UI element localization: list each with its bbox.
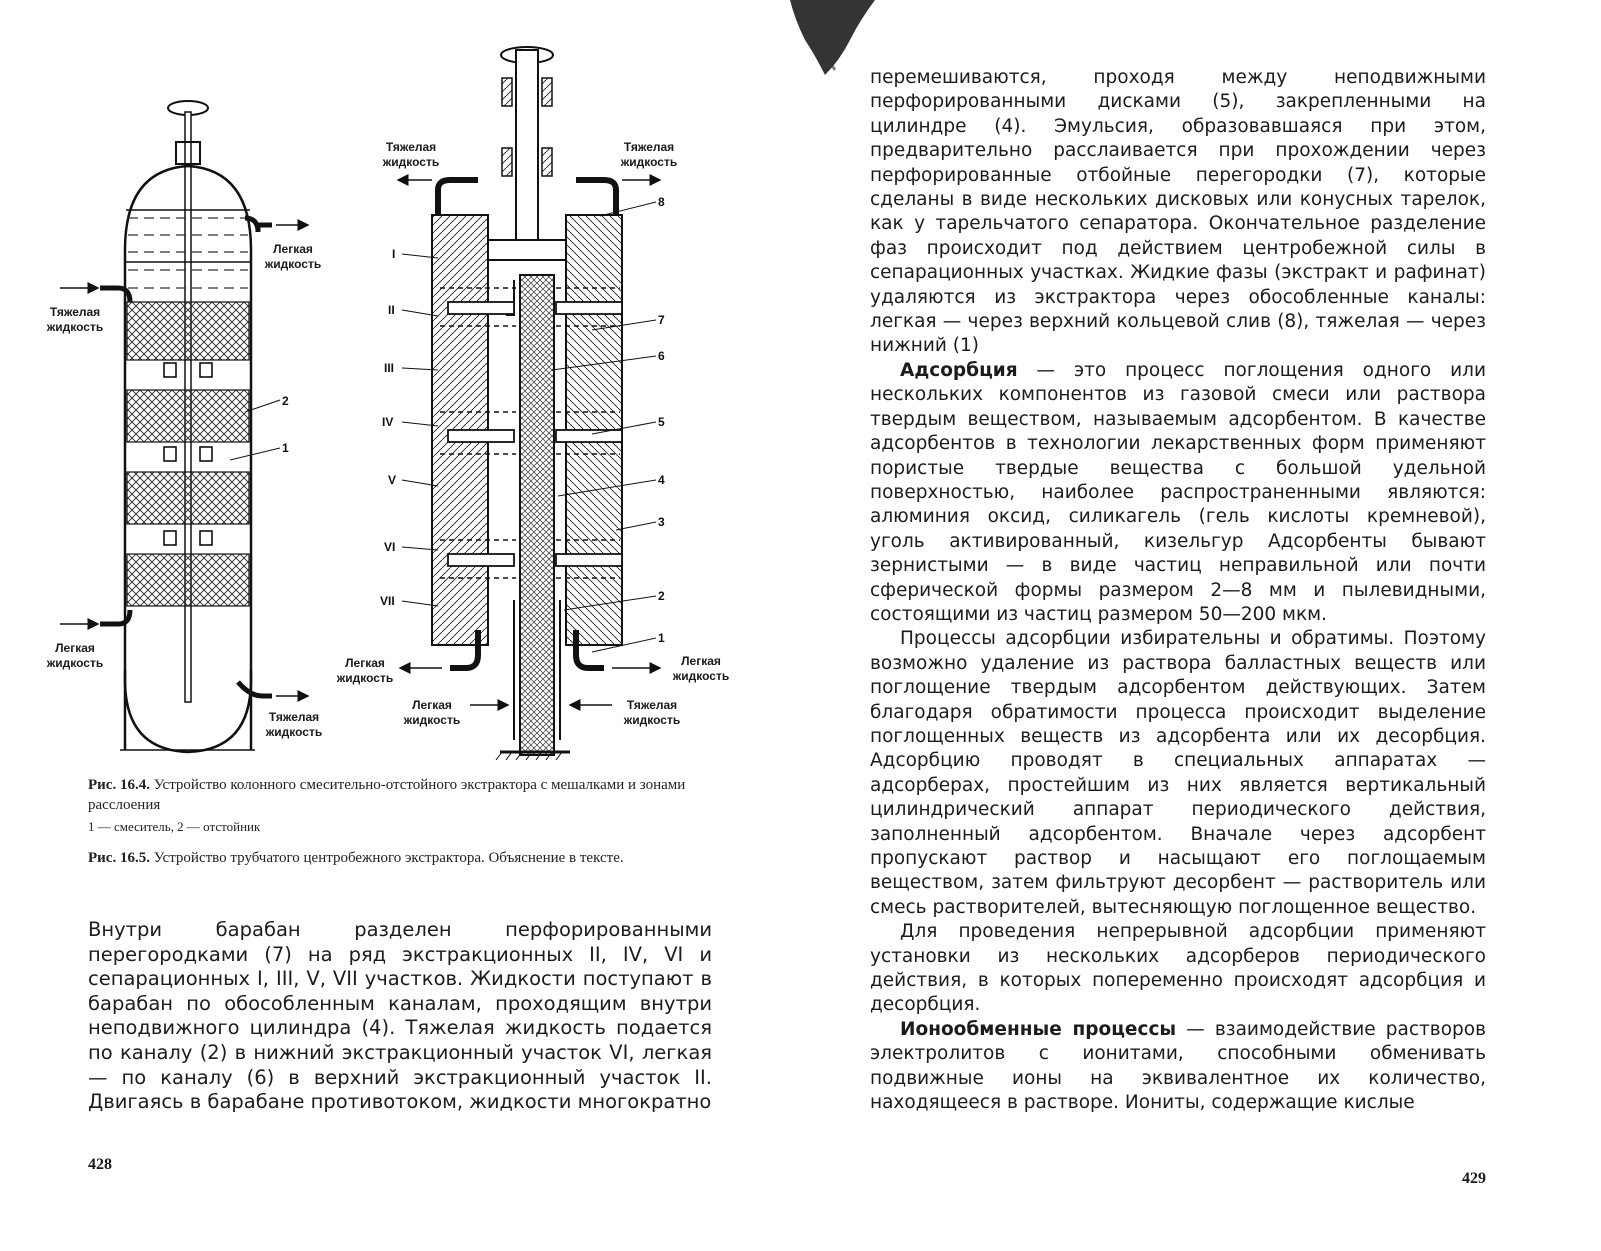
fig165-label-II: II xyxy=(388,303,395,317)
caption-16-4-legend: 1 — смеситель, 2 — отстойник xyxy=(88,819,261,834)
fig164-label-2: 2 xyxy=(282,394,289,408)
right-paragraph-2-text: — это процесс поглощения одного или нескольких компонентов из газовой смеси или раствора твердым веществом, называемым адсорбентом. В качестве адсорбентов в технологии лекарственных форм применяют пористые твердые вещества с большой удельной поверхностью, наиболее распространенными являются: алюминия оксид, силикагель (гель кислоты кремневой), уголь активированный, кизельгур Адсорбенты бывают зернистыми — в виде частиц неправильной или почти сферической формы размером 2—8 мм и пылевидными, состоящими из частиц размером 50—200 мкм. xyxy=(870,359,1486,625)
right-paragraph-5 xyxy=(870,1018,1486,1116)
term-ion-exchange: Ионообменные процессы xyxy=(900,1018,1177,1040)
left-paragraph: Внутри барабан разделен перфорированными перегородками (7) на ряд экстракционных II, IV, VI и сепарационных I, III, V, VII участков. Жидкости поступают в барабан по обособленным каналам, проходящим внутри неподвижного цилиндра (4). Тяжелая жидкость подается по каналу (2) в нижний экстракционный участок VI, легкая — по каналу (6) в верхний экстракционный участок II. Двигаясь в барабане противотоком, жидкости многократно xyxy=(88,918,712,1114)
figure-16-5 xyxy=(330,40,750,760)
right-page xyxy=(800,0,1601,1251)
fig165-label-6: 6 xyxy=(658,349,665,363)
fig165-label-IV: IV xyxy=(382,415,394,429)
fig164-light-liquid-in: Легкая жидкость xyxy=(46,641,104,670)
right-body-text xyxy=(870,66,1486,1115)
fig165-heavy-liquid-in: Тяжелая жидкость xyxy=(623,698,681,727)
right-paragraph-1: перемешиваются, проходя между неподвижными перфорированными дисками (5), закрепленными на цилиндре (4). Эмульсия, образовавшаяся при этом, предварительно расслаивается при прохождении через перфорированные отбойные перегородки (7), которые сделаны в виде нескольких дисковых или конусных тарелок, как у тарельчатого сепаратора. Окончательное разделение фаз происходит под действием центробежной силы в сепарационных участках. Жидкие фазы (экстракт и рафинат) удаляются из экстрактора через обособленные каналы: легкая — через верхний кольцевой слив (8), тяжелая — через нижний (1) xyxy=(870,67,1486,357)
left-body-text xyxy=(88,918,712,1115)
page-number-left: 428 xyxy=(88,1156,112,1173)
fig164-heavy-liquid-in: Тяжелая жидкость xyxy=(46,305,104,334)
right-paragraph-5-text: — взаимодействие растворов электролитов с ионитами, способными обменивать подвижные ионы на эквивалентное их количество, находящееся в растворе. Иониты, содержащие кислые xyxy=(870,1018,1486,1114)
fig165-label-VI: VI xyxy=(384,540,396,554)
caption-16-5-text: Устройство трубчатого центробежного экстрактора. Объяснение в тексте. xyxy=(153,850,624,866)
fig165-label-2: 2 xyxy=(658,589,665,603)
fig164-label-1: 1 xyxy=(282,441,289,455)
caption-16-4-text: Устройство колонного смесительно-отстойного экстрактора с мешалками и зонами расслоения xyxy=(88,777,686,813)
fig165-light-liquid-out-left: Легкая жидкость xyxy=(336,656,394,685)
fig165-label-8: 8 xyxy=(658,195,665,209)
fig165-label-7: 7 xyxy=(658,313,665,327)
term-adsorption: Адсорбция xyxy=(900,359,1018,381)
right-paragraph-4: Для проведения непрерывной адсорбции применяют установки из нескольких адсорберов периодического действия, в которых попеременно происходят адсорбция и десорбция. xyxy=(870,921,1486,1016)
right-paragraph-2 xyxy=(870,359,1486,627)
fig165-label-I: I xyxy=(392,247,396,261)
fig165-label-4: 4 xyxy=(658,473,665,487)
fig165-label-5: 5 xyxy=(658,415,665,429)
fig165-light-liquid-in: Легкая жидкость xyxy=(403,698,461,727)
fig165-label-1: 1 xyxy=(658,631,665,645)
fig164-heavy-liquid-out: Тяжелая жидкость xyxy=(265,710,323,739)
fig165-label-VII: VII xyxy=(380,594,395,608)
caption-16-5-label: Рис. 16.5. xyxy=(88,850,150,866)
page-number-right: 429 xyxy=(1462,1170,1486,1187)
left-page xyxy=(0,0,800,1251)
right-paragraph-3: Процессы адсорбции избирательны и обратимы. Поэтому возможно удаление из раствора балластных веществ или поглощение твердым адсорбентом действующих. Затем благодаря обратимости процесса происходит выделение поглощенных веществ из адсорбента или их десорбция. Адсорбцию проводят в специальных аппаратах — адсорберах, простейшим из них является вертикальный цилиндрический аппарат периодического действия, заполненный адсорбентом. Вначале через адсорбент пропускают раствор и насыщают его поглощаемым веществом, затем фильтруют десорбент — растворитель или смесь растворителей, вытесняющую поглощенное вещество. xyxy=(870,628,1486,918)
fig165-label-3: 3 xyxy=(658,515,665,529)
caption-fig-16-5 xyxy=(88,848,708,868)
fig164-light-liquid-top: Легкая жидкость xyxy=(264,242,322,271)
fig165-heavy-liquid-top-right: Тяжелая жидкость xyxy=(620,140,678,169)
caption-fig-16-4 xyxy=(88,775,708,815)
caption-16-4-label: Рис. 16.4. xyxy=(88,777,150,793)
fig165-heavy-liquid-top-left: Тяжелая жидкость xyxy=(382,140,440,169)
fig165-label-V: V xyxy=(388,473,397,487)
fig165-label-III: III xyxy=(384,361,395,375)
fig165-light-liquid-out-right: Легкая жидкость xyxy=(672,654,730,683)
figure-16-4 xyxy=(40,90,340,760)
